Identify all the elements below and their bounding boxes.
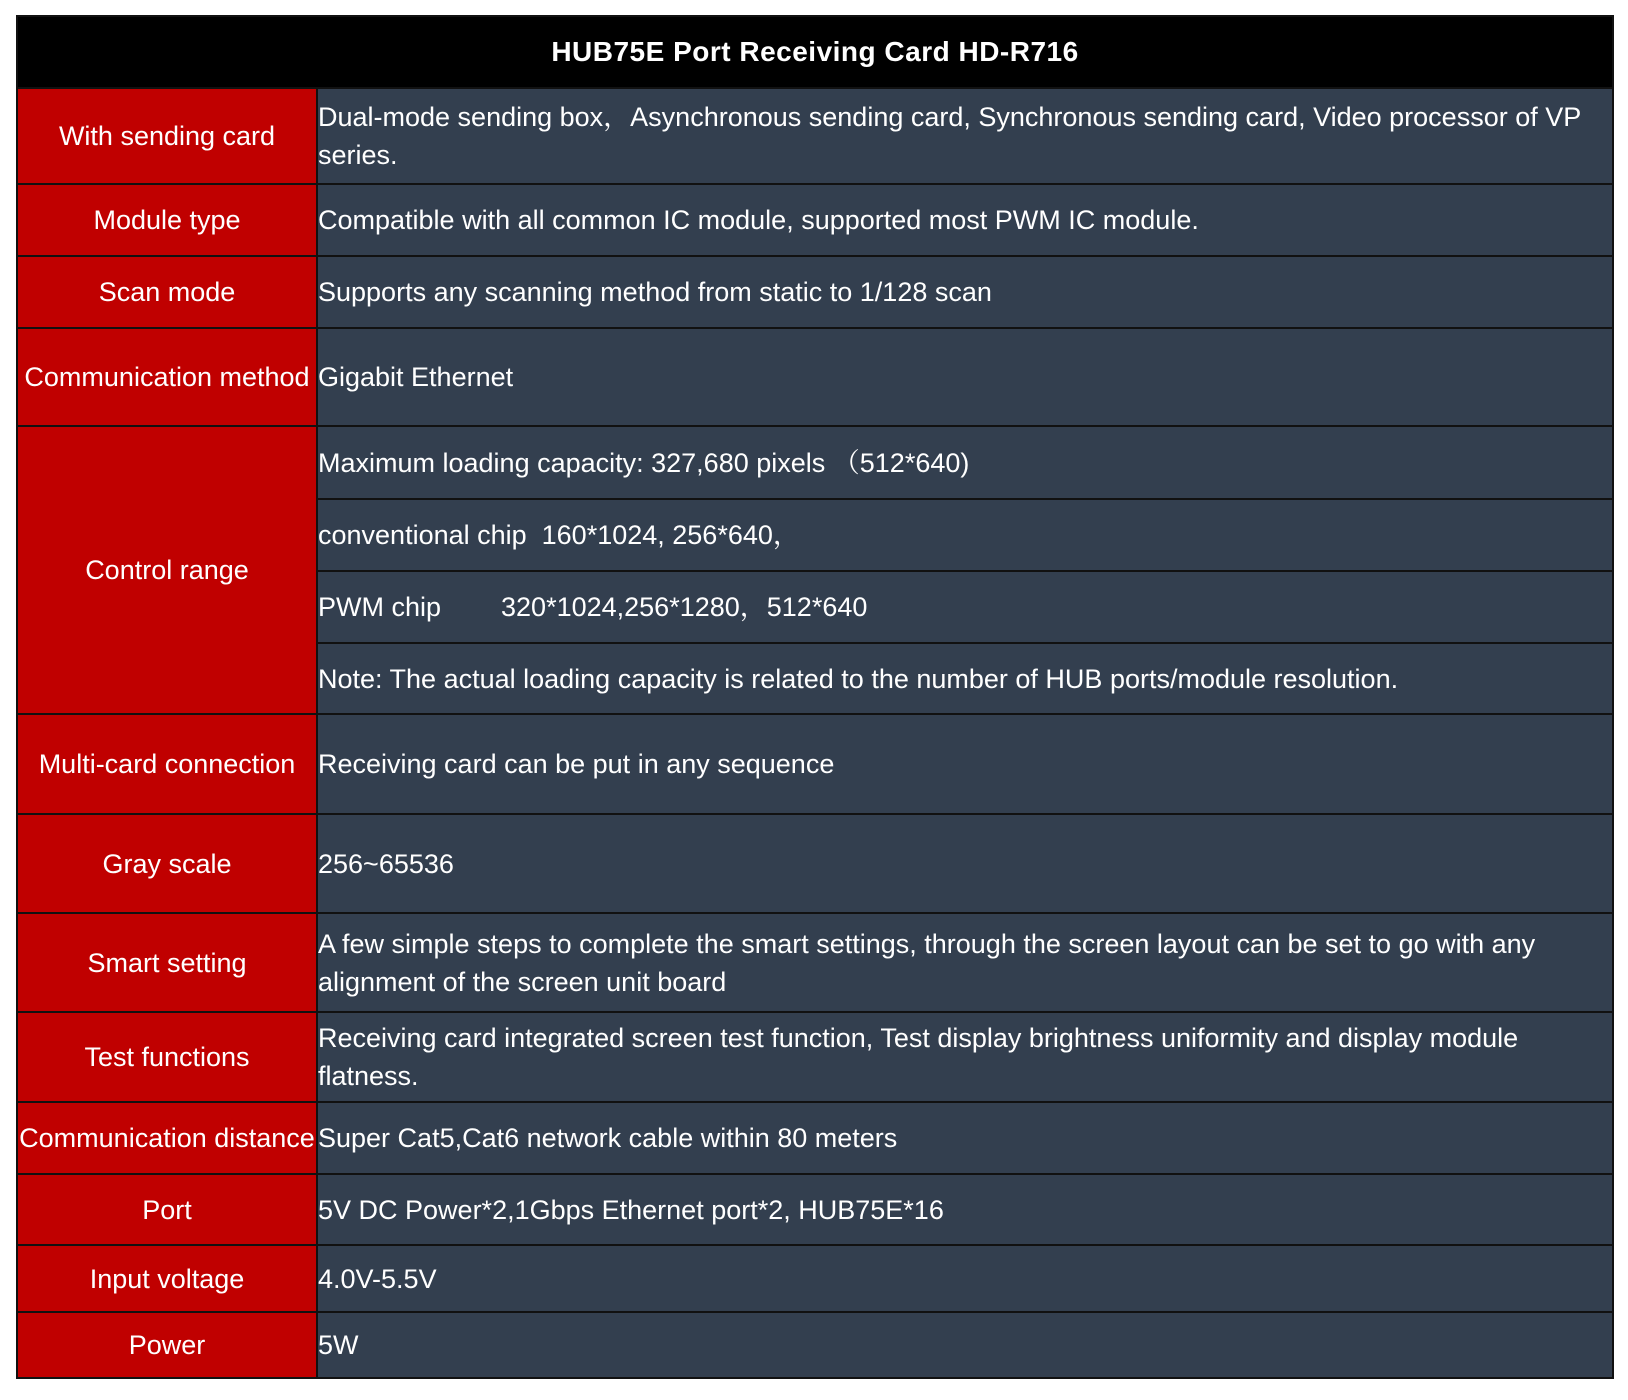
table-row [17, 1174, 1613, 1245]
table-row [17, 913, 1613, 1012]
row-label: Gray scale [17, 814, 317, 913]
row-label: Input voltage [17, 1245, 317, 1312]
row-value: Note: The actual loading capacity is related to the number of HUB ports/module resolution. [317, 643, 1613, 714]
table-row [17, 426, 1613, 499]
table-row [17, 1102, 1613, 1174]
table-row [17, 1312, 1613, 1378]
row-label: Multi-card connection [17, 714, 317, 814]
row-value: 4.0V-5.5V [317, 1245, 1613, 1312]
row-value: 5W [317, 1312, 1613, 1378]
row-value: Receiving card integrated screen test function, Test display brightness uniformity and display module flatness. [317, 1012, 1613, 1102]
row-label: With sending card [17, 88, 317, 184]
row-value: Dual-mode sending box，Asynchronous sending card, Synchronous sending card, Video processor of VP series. [317, 88, 1613, 184]
row-label: Scan mode [17, 256, 317, 328]
row-label: Test functions [17, 1012, 317, 1102]
row-value: PWM chip 320*1024,256*1280，512*640 [317, 571, 1613, 643]
table-row [17, 184, 1613, 256]
table-title: HUB75E Port Receiving Card HD-R716 [17, 16, 1613, 88]
table-row [17, 1245, 1613, 1312]
row-label: Port [17, 1174, 317, 1245]
row-value: conventional chip 160*1024, 256*640， [317, 499, 1613, 571]
table-row [17, 256, 1613, 328]
row-value: Super Cat5,Cat6 network cable within 80 meters [317, 1102, 1613, 1174]
row-value: 5V DC Power*2,1Gbps Ethernet port*2, HUB75E*16 [317, 1174, 1613, 1245]
row-value: A few simple steps to complete the smart settings, through the screen layout can be set to go with any alignment of the screen unit board [317, 913, 1613, 1012]
row-value: 256~65536 [317, 814, 1613, 913]
table-row [17, 714, 1613, 814]
table-row [17, 1012, 1613, 1102]
row-value: Maximum loading capacity: 327,680 pixels （512*640) [317, 426, 1613, 499]
spec-table [16, 15, 1614, 1379]
table-row [17, 814, 1613, 913]
table-row [17, 328, 1613, 426]
row-label: Module type [17, 184, 317, 256]
row-label: Communication distance [17, 1102, 317, 1174]
row-value: Receiving card can be put in any sequence [317, 714, 1613, 814]
table-row [17, 88, 1613, 184]
row-label: Power [17, 1312, 317, 1378]
row-value: Gigabit Ethernet [317, 328, 1613, 426]
row-label: Smart setting [17, 913, 317, 1012]
row-label: Control range [17, 426, 317, 714]
title-row [17, 16, 1613, 88]
row-value: Compatible with all common IC module, supported most PWM IC module. [317, 184, 1613, 256]
row-label: Communication method [17, 328, 317, 426]
row-value: Supports any scanning method from static to 1/128 scan [317, 256, 1613, 328]
